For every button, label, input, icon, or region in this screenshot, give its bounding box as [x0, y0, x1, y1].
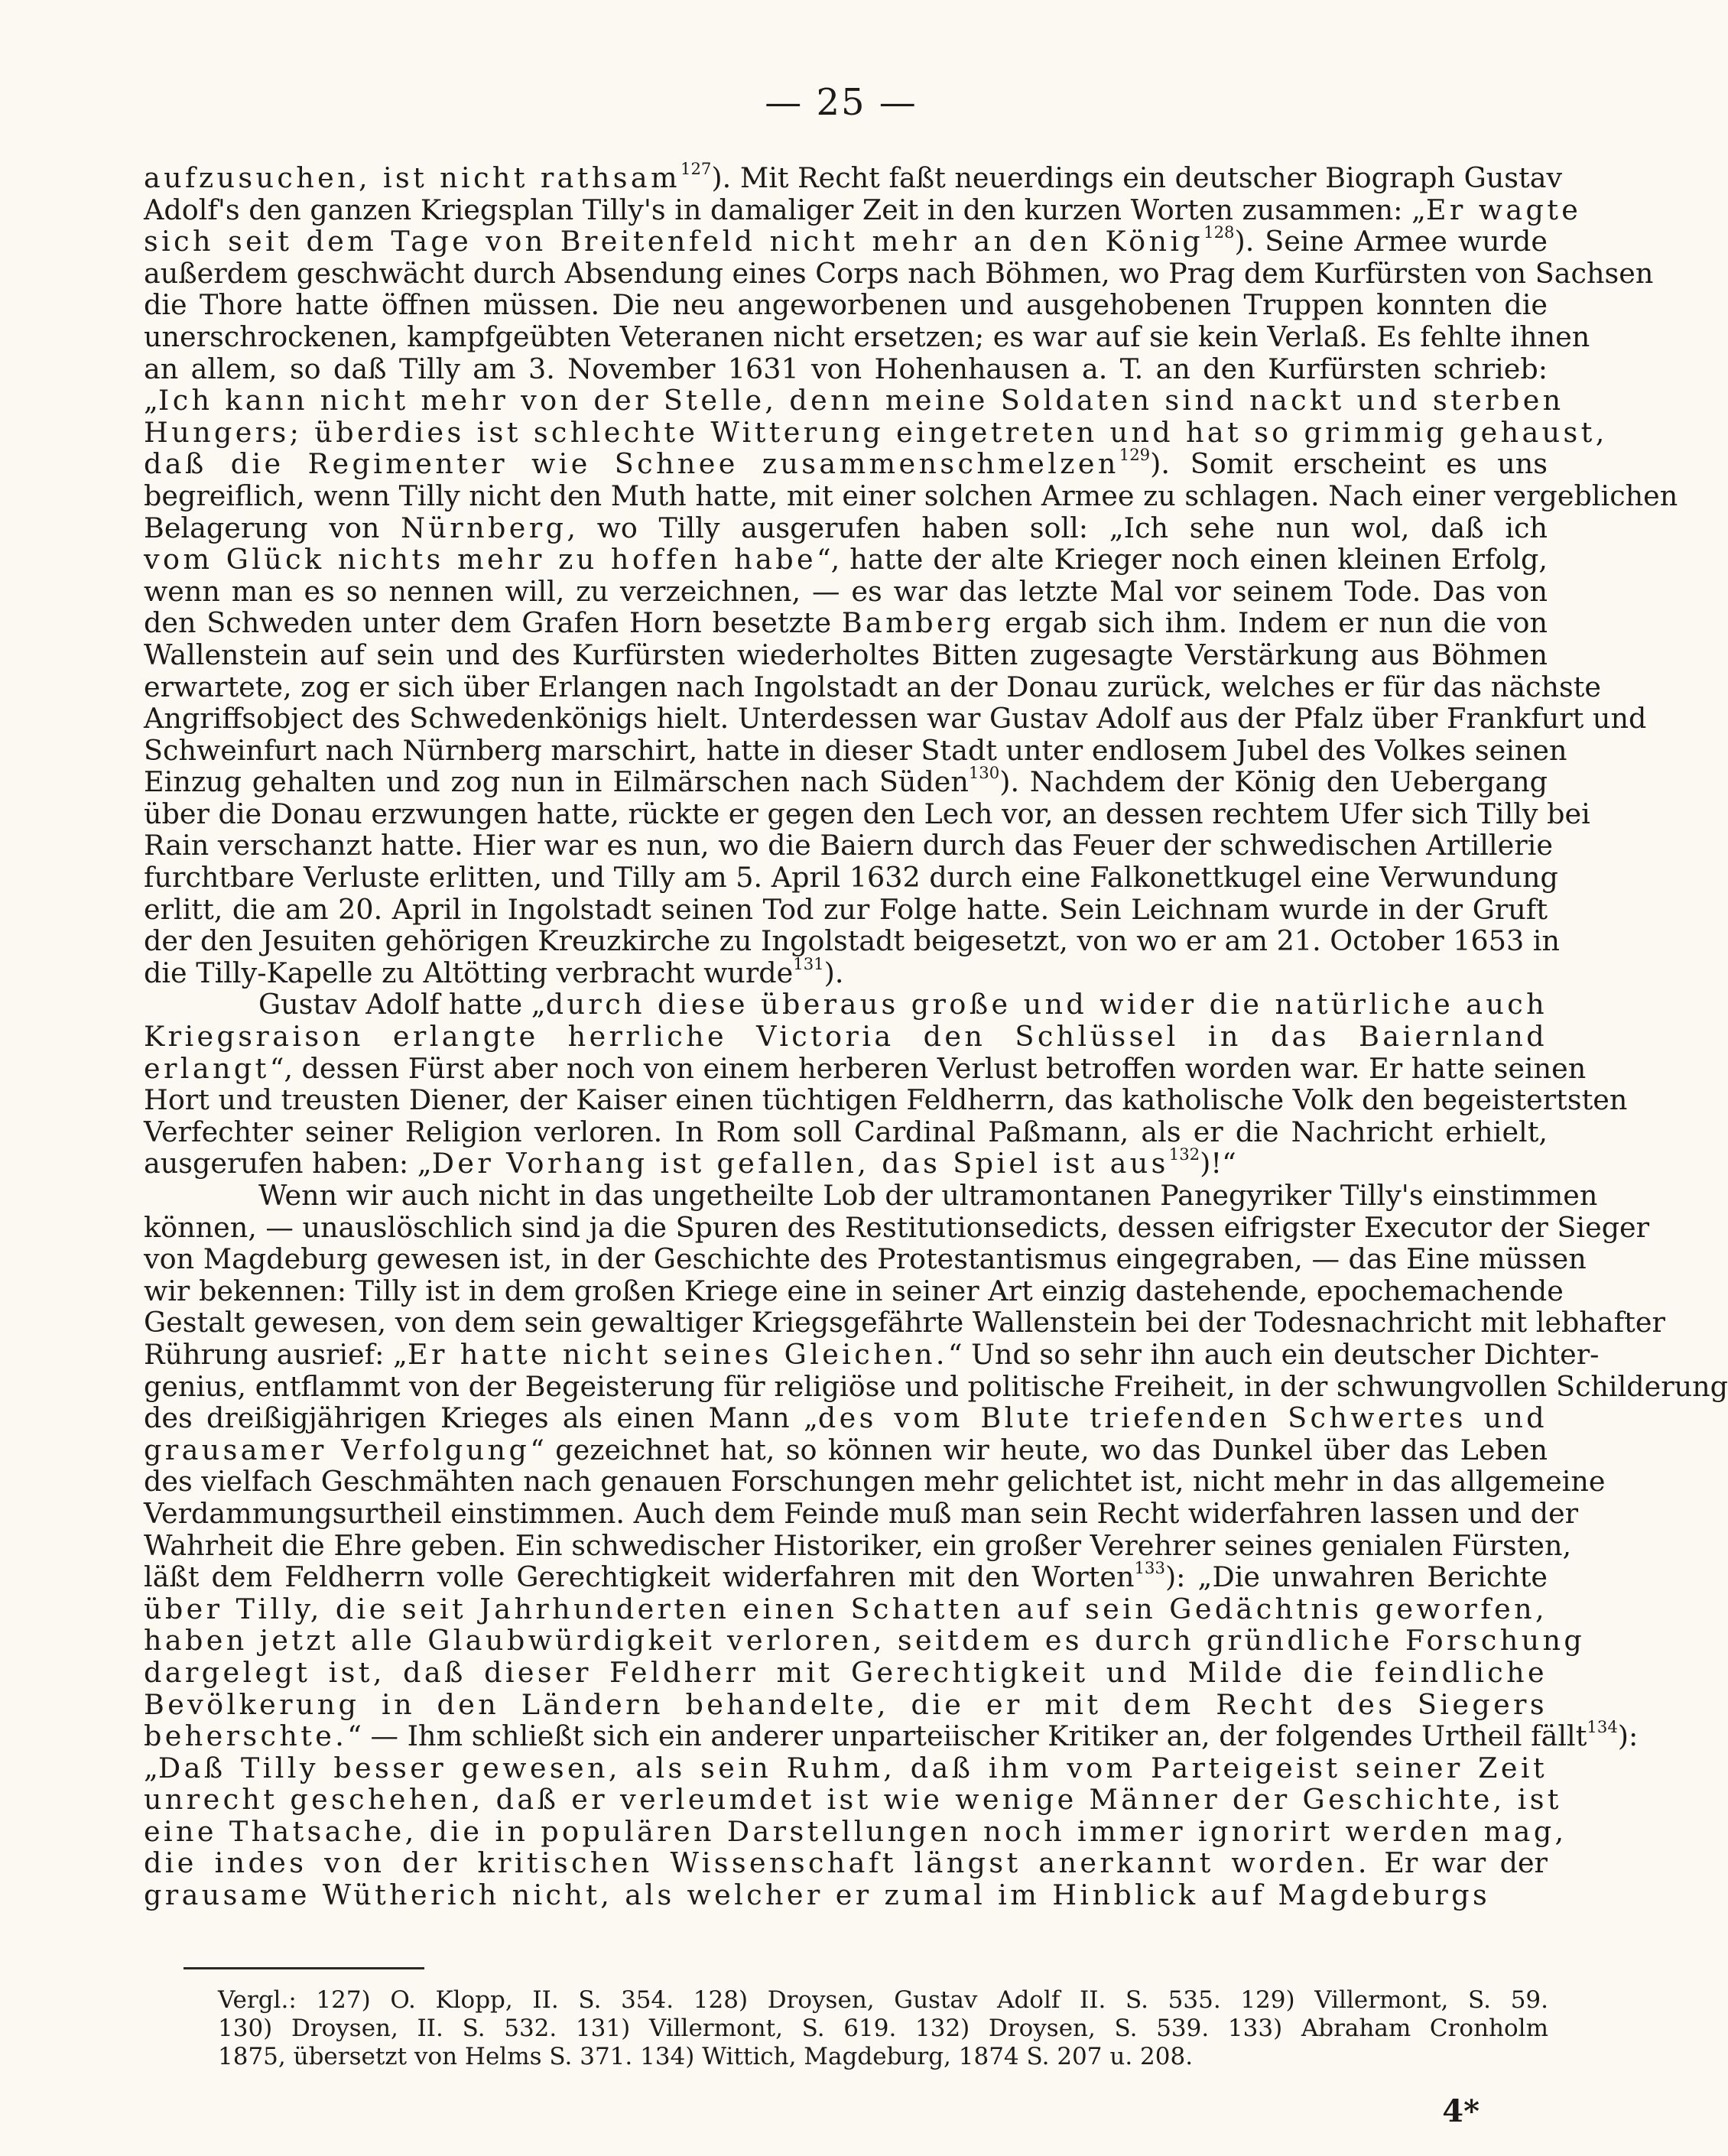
line-text: außerdem geschwächt durch Absendung eines Corps nach Böhmen, wo Prag dem Kurfürsten von Sachsen: [144, 256, 1654, 290]
text-line: [144, 953, 1548, 989]
body-text: [144, 159, 1728, 1912]
text-line: [144, 1306, 1665, 1339]
text-line: [144, 415, 1608, 449]
line-text: begreiflich, wenn Tilly nicht den Muth hatte, mit einer solchen Armee zu schlagen. Nach einer vergeblichen: [144, 479, 1678, 512]
line-text: erwartete, zog er sich über Erlangen nach Ingolstadt an der Donau zurück, welches er für das nächste: [144, 670, 1601, 703]
spaced-emphasis: Bevölkerung in den Ländern behandelte, die er mit dem Recht des Siegers: [144, 1687, 1548, 1721]
text-line: [144, 1145, 1548, 1180]
footnote-ref: 130: [968, 763, 1000, 783]
line-text: Er war der: [1369, 1846, 1548, 1880]
footnote-ref: 127: [680, 159, 712, 179]
text-line: [144, 894, 1548, 926]
page-number: — 25 —: [765, 81, 918, 124]
line-text: Einzug gehalten und zog nun in Eilmärschen nach Süden: [144, 765, 969, 799]
text-line: [144, 445, 1548, 481]
text-line: [144, 256, 1654, 290]
line-text: an allem, so daß Tilly am 3. November 1631 von Hohenhausen a. T. an den Kurfürsten schrieb:: [144, 352, 1548, 385]
spaced-emphasis: Kriegsraison erlangte herrliche Victoria den Schlüssel in das Baiernland: [144, 1020, 1548, 1054]
line-text: wenn man es so nennen will, zu verzeichnen, — es war das letzte Mal vor seinem Tode. Das von: [144, 574, 1548, 608]
spaced-emphasis: Er hatte nicht seines Gleichen.: [407, 1337, 948, 1371]
text-line: [144, 1879, 1548, 1911]
text-line: [144, 1783, 1562, 1817]
spaced-emphasis: Nürnberg: [401, 511, 567, 544]
text-line: [144, 1657, 1548, 1689]
text-line: [144, 222, 1548, 258]
line-text: Schweinfurt nach Nürnberg marschirt, hatte in dieser Stadt unter endlosem Jubel des Volkes seinen: [144, 733, 1567, 767]
text-line: [144, 1593, 1548, 1625]
text-line: [144, 1558, 1548, 1594]
footnote-line: 130) Droysen, II. S. 532. 131) Villermont, S. 619. 132) Droysen, S. 539. 133) Abraham Cronholm: [218, 2015, 1548, 2042]
text-line: [144, 670, 1601, 703]
line-text: erlitt, die am 20. April in Ingolstadt seinen Tod zur Folge hatte. Sein Leichnam wurde in der Gruft: [144, 892, 1548, 926]
spaced-emphasis: Hungers; überdies ist schlechte Witterung eingetreten und hat so grimmig gehaust,: [144, 415, 1608, 449]
line-text: von Magdeburg gewesen ist, in der Geschichte des Protestantismus eingegraben, — das Eine müssen: [144, 1242, 1587, 1276]
line-text: “ gezeichnet hat, so können wir heute, wo das Dunkel über das Leben: [530, 1433, 1548, 1466]
line-text: des vielfach Geschmähten nach genauen Forschungen mehr gelichtet ist, nicht mehr in das allgemeine: [144, 1465, 1606, 1498]
text-line: [144, 479, 1678, 512]
text-line: [144, 1274, 1564, 1307]
text-line: [144, 1242, 1587, 1276]
line-text: ). Somit erscheint es uns: [1150, 447, 1548, 481]
line-text: ).: [823, 956, 844, 989]
line-text: des dreißigjährigen Krieges als einen Mann „: [144, 1401, 818, 1435]
text-line: [144, 1717, 1639, 1753]
line-text: Wenn wir auch nicht in das ungetheilte Lob der ultramontanen Panegyriker Tilly's einstimmen: [258, 1179, 1598, 1212]
text-line: [144, 1402, 1548, 1434]
spaced-emphasis: unrecht geschehen, daß er verleumdet ist wie wenige Männer der Geschichte, ist: [144, 1783, 1562, 1817]
text-line: [144, 1210, 1650, 1244]
text-line: [144, 1179, 1598, 1212]
line-text: ausgerufen haben: „: [144, 1147, 432, 1180]
line-text: läßt dem Feldherrn volle Gerechtigkeit widerfahren mit den Worten: [144, 1560, 1135, 1594]
text-line: [144, 989, 1548, 1021]
line-text: Gustav Adolf hatte „: [258, 988, 546, 1021]
text-line: [144, 607, 1548, 639]
line-text: den Schweden unter dem Grafen Horn besetzte: [144, 606, 842, 640]
spaced-emphasis: grausamer Verfolgung: [144, 1433, 531, 1466]
text-line: [144, 193, 1582, 226]
spaced-emphasis: Der Vorhang ist gefallen, das Spiel ist aus: [431, 1147, 1169, 1180]
text-line: [144, 861, 1558, 895]
spaced-emphasis: Er wagte: [1425, 193, 1582, 226]
footnote-line: 1875, übersetzt von Helms S. 371. 134) Wittich, Magdeburg, 1874 S. 207 u. 208.: [218, 2043, 1194, 2070]
line-text: furchtbare Verluste erlitten, und Tilly am 5. April 1632 durch eine Falkonettkugel eine Verwundung: [144, 861, 1558, 895]
text-line: [144, 1847, 1548, 1879]
text-line: [144, 1116, 1548, 1148]
spaced-emphasis: aufzusuchen, ist nicht rathsam: [144, 161, 680, 194]
text-line: [144, 733, 1567, 767]
spaced-emphasis: die indes von der kritischen Wissenschaft längst anerkannt worden.: [144, 1846, 1370, 1880]
text-line: [144, 1496, 1579, 1530]
line-text: “ Und so sehr ihn auch ein deutscher Dichter-: [947, 1337, 1600, 1371]
signature-mark: 4*: [1442, 2093, 1480, 2129]
text-line: [144, 1083, 1628, 1117]
line-text: ): „Die unwahren Berichte: [1164, 1560, 1548, 1594]
text-line: [144, 1369, 1728, 1403]
text-line: [144, 924, 1560, 958]
spaced-emphasis: erlangt: [144, 1051, 270, 1085]
line-text: Wallenstein auf sein und des Kurfürsten wiederholtes Bitten zugesagte Verstärkung aus Böhmen: [144, 638, 1548, 671]
line-text: “, dessen Fürst aber noch von einem herberen Verlust betroffen worden war. Er hatte seinen: [269, 1051, 1587, 1085]
line-text: ). Nachdem der König den Uebergang: [999, 765, 1548, 799]
spaced-emphasis: Bamberg: [841, 606, 995, 640]
line-text: die Tilly-Kapelle zu Altötting verbracht wurde: [144, 956, 794, 989]
text-line: [144, 797, 1590, 830]
text-line: [144, 320, 1590, 353]
text-line: [144, 1051, 1587, 1085]
spaced-emphasis: Ich kann nicht mehr von der Stelle, denn meine Soldaten sind nackt und sterben: [158, 384, 1564, 417]
line-text: Verdammungsurtheil einstimmen. Auch dem Feinde muß man sein Recht widerfahren lassen und der: [144, 1496, 1579, 1530]
spaced-emphasis: eine Thatsache, die in populären Darstellungen noch immer ignorirt werden mag,: [144, 1814, 1567, 1848]
line-text: Verfechter seiner Religion verloren. In Rom soll Cardinal Paßmann, als er die Nachricht erhielt,: [144, 1115, 1548, 1148]
line-text: Gestalt gewesen, von dem sein gewaltiger Kriegsgefährte Wallenstein bei der Todesnachricht mit lebhafter: [144, 1306, 1665, 1339]
line-text: Adolf's den ganzen Kriegsplan Tilly's in damaliger Zeit in den kurzen Worten zusammen: „: [144, 193, 1426, 226]
line-text: Angriffsobject des Schwedenkönigs hielt. Unterdessen war Gustav Adolf aus der Pfalz über Frankfurt und: [144, 702, 1647, 735]
spaced-emphasis: vom Glück nichts mehr zu hoffen habe: [144, 543, 817, 576]
line-text: die Thore hatte öffnen müssen. Die neu angeworbenen und ausgehobenen Truppen konnten die: [144, 288, 1548, 322]
line-text: , wo Tilly ausgerufen haben soll: „Ich sehe nun wol, daß ich: [567, 511, 1548, 544]
text-line: [144, 829, 1553, 862]
line-text: Rührung ausrief: „: [144, 1337, 408, 1371]
text-line: [144, 544, 1548, 576]
spaced-emphasis: dargelegt ist, daß dieser Feldherr mit Gerechtigkeit und Milde die feindliche: [144, 1655, 1548, 1689]
text-line: [144, 1465, 1606, 1498]
text-line: [144, 384, 1564, 417]
spaced-emphasis: beherschte.: [144, 1719, 348, 1753]
text-line: [144, 353, 1548, 385]
spaced-emphasis: daß die Regimenter wie Schnee zusammenschmelzen: [144, 447, 1119, 481]
text-line: [144, 1752, 1548, 1784]
line-text: können, — unauslöschlich sind ja die Spuren des Restitutionsedicts, dessen eifrigster Executor der Sieger: [144, 1210, 1650, 1244]
text-line: [144, 1337, 1600, 1371]
line-text: Hort und treusten Diener, der Kaiser einen tüchtigen Feldherrn, das katholische Volk den begeistertsten: [144, 1083, 1628, 1117]
text-line: [144, 289, 1548, 321]
text-line: [144, 159, 1563, 194]
line-text: „: [144, 1751, 158, 1784]
footnote-ref: 134: [1587, 1717, 1618, 1737]
text-line: [144, 639, 1548, 671]
line-text: ). Mit Recht faßt neuerdings ein deutscher Biograph Gustav: [711, 161, 1563, 194]
line-text: unerschrockenen, kampfgeübten Veteranen nicht ersetzen; es war auf sie kein Verlaß. Es fehlte ihnen: [144, 320, 1590, 353]
line-text: der den Jesuiten gehörigen Kreuzkirche zu Ingolstadt beigesetzt, von wo er am 21. October 1653 in: [144, 924, 1560, 958]
text-line: [144, 512, 1548, 544]
spaced-emphasis: sich seit dem Tage von Breitenfeld nicht mehr an den König: [144, 225, 1204, 258]
spaced-emphasis: durch diese überaus große und wider die natürliche auch: [545, 988, 1548, 1021]
footnote-ref: 133: [1134, 1558, 1165, 1578]
text-line: [144, 576, 1548, 608]
spaced-emphasis: über Tilly, die seit Jahrhunderten einen Schatten auf sein Gedächtnis geworfen,: [144, 1592, 1548, 1625]
line-text: Belagerung von: [144, 511, 401, 544]
line-text: “, hatte der alte Krieger noch einen kleinen Erfolg,: [816, 543, 1548, 576]
text-line: [144, 702, 1647, 735]
line-text: genius, entflammt von der Begeisterung für religiöse und politische Freiheit, in der schwungvollen Schilderung: [144, 1369, 1728, 1403]
text-line: [144, 1434, 1548, 1466]
text-line: [144, 1528, 1572, 1562]
line-text: )!“: [1200, 1147, 1236, 1180]
footnote-ref: 131: [793, 953, 824, 973]
text-line: [144, 1689, 1548, 1721]
line-text: ). Seine Armee wurde: [1234, 225, 1548, 258]
line-text: “ — Ihm schließt sich ein anderer unparteiischer Kritiker an, der folgendes Urtheil fällt: [347, 1719, 1587, 1753]
line-text: wir bekennen: Tilly ist in dem großen Kriege eine in seiner Art einzig dastehende, epochemachende: [144, 1274, 1564, 1307]
footnote-ref: 132: [1168, 1145, 1200, 1164]
line-text: Rain verschanzt hatte. Hier war es nun, wo die Baiern durch das Feuer der schwedischen Artillerie: [144, 829, 1553, 862]
line-text: ergab sich ihm. Indem er nun die von: [994, 606, 1548, 640]
text-line: [144, 1814, 1567, 1848]
line-text: „: [144, 384, 158, 417]
footnote-ref: 129: [1119, 445, 1151, 465]
line-text: über die Donau erzwungen hatte, rückte er gegen den Lech vor, an dessen rechtem Ufer sich Tilly bei: [144, 797, 1590, 830]
footnotes: [218, 1986, 1548, 2071]
footnote-ref: 128: [1203, 222, 1235, 242]
text-line: [144, 1021, 1548, 1053]
spaced-emphasis: des vom Blute triefenden Schwertes und: [817, 1401, 1548, 1435]
spaced-emphasis: Daß Tilly besser gewesen, als sein Ruhm, daß ihm vom Parteigeist seiner Zeit: [158, 1751, 1548, 1784]
text-line: [144, 763, 1548, 799]
text-line: [144, 1624, 1586, 1658]
footnote-rule: [184, 1967, 424, 1969]
spaced-emphasis: haben jetzt alle Glaubwürdigkeit verloren, seitdem es durch gründliche Forschung: [144, 1624, 1586, 1658]
line-text: ):: [1617, 1719, 1639, 1753]
line-text: Wahrheit die Ehre geben. Ein schwedischer Historiker, ein großer Verehrer seines genialen Fürsten,: [144, 1528, 1572, 1562]
spaced-emphasis: grausame Wütherich nicht, als welcher er zumal im Hinblick auf Magdeburgs: [144, 1878, 1491, 1912]
footnote-line: Vergl.: 127) O. Klopp, II. S. 354. 128) Droysen, Gustav Adolf II. S. 535. 129) Villermont, S. 59.: [218, 1986, 1548, 2014]
